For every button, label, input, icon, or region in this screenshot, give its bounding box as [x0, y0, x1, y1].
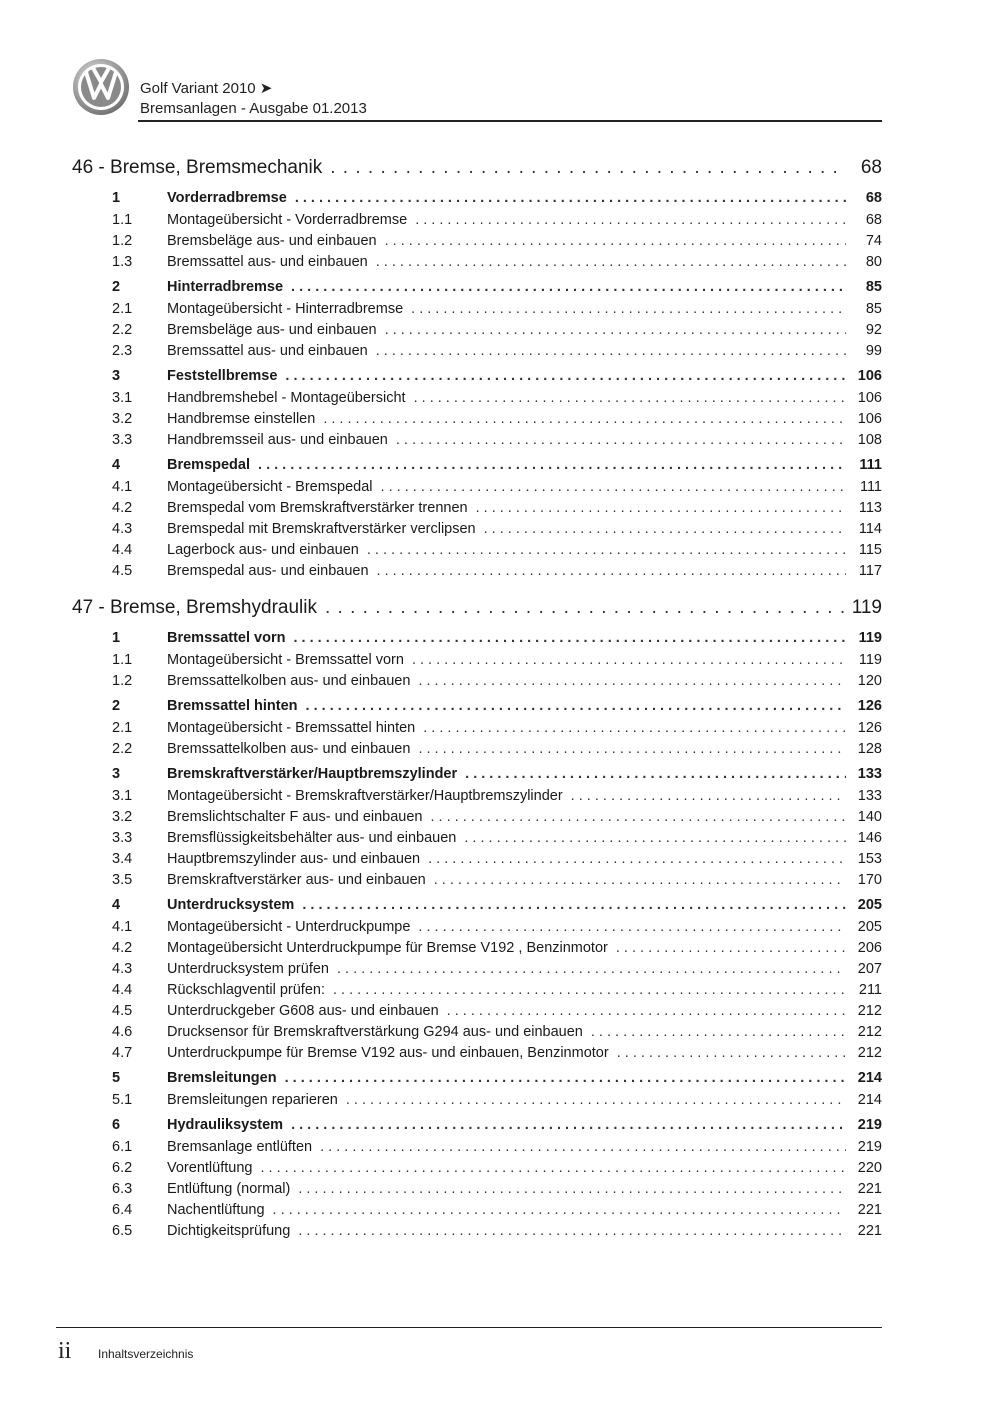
toc-entry-page: 68 — [865, 212, 882, 228]
dot-leader — [325, 592, 844, 624]
toc-entry-page: 113 — [858, 500, 882, 516]
toc-entry[interactable] — [72, 1043, 882, 1064]
toc-entry-title: Unterdruckgeber G608 aus- und einbauen — [167, 1003, 439, 1019]
toc-entry-title: Unterdrucksystem prüfen — [167, 961, 329, 977]
toc-entry-page: 220 — [857, 1160, 882, 1176]
toc-entry[interactable] — [72, 980, 882, 1001]
dot-leader — [396, 430, 846, 451]
toc-entry-page: 92 — [865, 322, 882, 338]
toc-entry-page: 205 — [857, 919, 882, 935]
toc-entry[interactable] — [72, 786, 882, 807]
dot-leader — [346, 1090, 846, 1111]
dot-leader — [260, 1158, 846, 1179]
toc-chapter-page: 68 — [860, 157, 882, 178]
toc-entry[interactable] — [72, 870, 882, 891]
dot-leader — [412, 650, 846, 671]
toc-section-title: Hydrauliksystem — [167, 1117, 284, 1133]
toc-entry-page: 99 — [865, 343, 882, 359]
toc-entry[interactable] — [72, 1001, 882, 1022]
toc-section-title: Bremssattel vorn — [167, 630, 286, 646]
toc-entry[interactable] — [72, 519, 882, 540]
toc-entry-number: 6.1 — [112, 1139, 133, 1155]
document-title: Golf Variant 2010 ➤ — [140, 80, 273, 97]
toc-section-page: 85 — [865, 279, 882, 295]
toc-entry-page: 133 — [857, 788, 882, 804]
toc-entry-number: 3.1 — [112, 390, 133, 406]
dot-leader — [333, 980, 846, 1001]
dot-leader — [306, 694, 846, 718]
dot-leader — [298, 1221, 846, 1242]
toc-section[interactable] — [72, 694, 882, 718]
toc-entry[interactable] — [72, 1090, 882, 1111]
toc-entry-title: Bremssattel aus- und einbauen — [167, 343, 368, 359]
toc-entry-title: Vorentlüftung — [167, 1160, 253, 1176]
dot-leader — [285, 364, 846, 388]
toc-entry-page: 206 — [857, 940, 882, 956]
document-subtitle: Bremsanlagen - Ausgabe 01.2013 — [140, 100, 367, 117]
toc-entry-title: Bremssattel aus- und einbauen — [167, 254, 368, 270]
toc-section-page: 68 — [865, 190, 882, 206]
toc-entry-number: 4.3 — [112, 521, 133, 537]
toc-entry-title: Unterdruckpumpe für Bremse V192 aus- und einbauen, Benzinmotor — [167, 1045, 609, 1061]
toc-entry[interactable] — [72, 299, 882, 320]
toc-section-number: 6 — [112, 1117, 121, 1133]
header-divider — [138, 120, 882, 122]
toc-section-page: 126 — [857, 698, 882, 714]
toc-entry[interactable] — [72, 650, 882, 671]
dot-leader — [285, 1066, 846, 1090]
toc-entry-title: Montageübersicht - Bremspedal — [167, 479, 373, 495]
toc-section-page: 133 — [857, 766, 882, 782]
toc-entry-page: 221 — [857, 1181, 882, 1197]
toc-entry-title: Bremsbeläge aus- und einbauen — [167, 233, 377, 249]
toc-section-number: 3 — [112, 766, 121, 782]
toc-entry[interactable] — [72, 430, 882, 451]
dot-leader — [423, 718, 846, 739]
dot-leader — [414, 388, 846, 409]
toc-entry-page: 221 — [857, 1223, 882, 1239]
toc-entry-page: 214 — [857, 1092, 882, 1108]
toc-entry[interactable] — [72, 409, 882, 430]
toc-entry-number: 4.4 — [112, 542, 133, 558]
toc-entry-page: 140 — [857, 809, 882, 825]
toc-entry[interactable] — [72, 341, 882, 362]
toc-entry-title: Bremsflüssigkeitsbehälter aus- und einbauen — [167, 830, 457, 846]
toc-entry[interactable] — [72, 828, 882, 849]
toc-entry-title: Bremskraftverstärker aus- und einbauen — [167, 872, 426, 888]
dot-leader — [377, 561, 846, 582]
toc-entry-title: Montageübersicht - Hinterradbremse — [167, 301, 404, 317]
toc-section-number: 1 — [112, 630, 121, 646]
toc-entry[interactable] — [72, 1022, 882, 1043]
toc-entry-number: 4.2 — [112, 940, 133, 956]
toc-entry-title: Nachentlüftung — [167, 1202, 265, 1218]
toc-entry-number: 4.4 — [112, 982, 133, 998]
toc-entry[interactable] — [72, 1200, 882, 1221]
toc-entry-page: 146 — [857, 830, 882, 846]
dot-leader — [616, 938, 846, 959]
dot-leader — [385, 231, 846, 252]
toc-entry-page: 126 — [857, 720, 882, 736]
toc-section[interactable] — [72, 1113, 882, 1137]
toc-entry-page: 211 — [858, 982, 882, 998]
toc-entry-title: Bremssattelkolben aus- und einbauen — [167, 741, 411, 757]
toc-entry-title: Handbremsseil aus- und einbauen — [167, 432, 388, 448]
toc-section-title: Feststellbremse — [167, 368, 278, 384]
dot-leader — [418, 671, 846, 692]
toc-entry-title: Montageübersicht - Bremssattel hinten — [167, 720, 416, 736]
toc-entry[interactable] — [72, 1221, 882, 1242]
toc-entry[interactable] — [72, 540, 882, 561]
toc-entry-page: 108 — [857, 432, 882, 448]
dot-leader — [320, 1137, 846, 1158]
toc-section[interactable] — [72, 453, 882, 477]
toc-entry-page: 221 — [857, 1202, 882, 1218]
toc-entry-number: 6.3 — [112, 1181, 133, 1197]
dot-leader — [476, 498, 846, 519]
toc-entry-page: 114 — [858, 521, 882, 537]
toc-section[interactable] — [72, 1066, 882, 1090]
dot-leader — [376, 341, 846, 362]
toc-entry-number: 4.1 — [112, 479, 133, 495]
dot-leader — [411, 299, 846, 320]
dot-leader — [323, 409, 846, 430]
toc-entry-number: 4.7 — [112, 1045, 133, 1061]
toc-entry-page: 170 — [857, 872, 882, 888]
toc-entry-number: 5.1 — [112, 1092, 133, 1108]
toc-entry-title: Bremslichtschalter F aus- und einbauen — [167, 809, 423, 825]
toc-section-title: Bremskraftverstärker/Hauptbremszylinder — [167, 766, 458, 782]
toc-entry-number: 3.1 — [112, 788, 133, 804]
toc-entry[interactable] — [72, 671, 882, 692]
toc-section-number: 1 — [112, 190, 121, 206]
toc-entry-title: Lagerbock aus- und einbauen — [167, 542, 359, 558]
dot-leader — [381, 477, 846, 498]
toc-entry-title: Handbremshebel - Montageübersicht — [167, 390, 406, 406]
dot-leader — [291, 1113, 846, 1137]
toc-entry-number: 6.5 — [112, 1223, 133, 1239]
dot-leader — [571, 786, 846, 807]
toc-entry[interactable] — [72, 388, 882, 409]
dot-leader — [434, 870, 846, 891]
toc-entry-page: 117 — [858, 563, 882, 579]
toc-entry-title: Bremsleitungen reparieren — [167, 1092, 338, 1108]
dot-leader — [295, 186, 846, 210]
toc-entry-title: Montageübersicht - Unterdruckpumpe — [167, 919, 411, 935]
toc-entry-title: Bremssattelkolben aus- und einbauen — [167, 673, 411, 689]
toc-entry-number: 3.5 — [112, 872, 133, 888]
toc-entry-title: Dichtigkeitsprüfung — [167, 1223, 291, 1239]
toc-section-page: 219 — [857, 1117, 882, 1133]
toc-entry-page: 212 — [857, 1024, 882, 1040]
vw-logo-icon — [72, 58, 130, 116]
dot-leader — [591, 1022, 846, 1043]
dot-leader — [385, 320, 846, 341]
toc-entry-title: Montageübersicht - Vorderradbremse — [167, 212, 408, 228]
toc-section-number: 2 — [112, 279, 121, 295]
toc-entry[interactable] — [72, 320, 882, 341]
toc-chapter[interactable] — [72, 152, 882, 184]
toc-entry[interactable] — [72, 1158, 882, 1179]
toc-entry[interactable] — [72, 807, 882, 828]
toc-entry-page: 106 — [857, 411, 882, 427]
toc-entry[interactable] — [72, 739, 882, 760]
toc-entry[interactable] — [72, 561, 882, 582]
toc-section-title: Bremssattel hinten — [167, 698, 298, 714]
toc-entry-number: 4.1 — [112, 919, 133, 935]
toc-entry-page: 74 — [865, 233, 882, 249]
toc-entry-title: Montageübersicht Unterdruckpumpe für Bremse V192 , Benzinmotor — [167, 940, 608, 956]
toc-entry-title: Bremsbeläge aus- und einbauen — [167, 322, 377, 338]
toc-entry[interactable] — [72, 210, 882, 231]
toc-entry-number: 3.2 — [112, 411, 133, 427]
dot-leader — [418, 739, 846, 760]
footer-label: Inhaltsverzeichnis — [98, 1347, 194, 1361]
dot-leader — [298, 1179, 846, 1200]
toc-entry-title: Montageübersicht - Bremskraftverstärker/Hauptbremszylinder — [167, 788, 563, 804]
toc-entry[interactable] — [72, 231, 882, 252]
dot-leader — [367, 540, 846, 561]
toc-chapter-title: 47 - Bremse, Bremshydraulik — [72, 597, 317, 618]
toc-section-title: Bremspedal — [167, 457, 251, 473]
toc-entry-number: 6.2 — [112, 1160, 133, 1176]
toc-entry-page: 153 — [857, 851, 882, 867]
toc-entry-number: 2.1 — [112, 301, 133, 317]
toc-chapter[interactable] — [72, 592, 882, 624]
toc-entry-number: 4.5 — [112, 563, 133, 579]
toc-section[interactable] — [72, 762, 882, 786]
toc-entry[interactable] — [72, 252, 882, 273]
toc-entry-number: 3.2 — [112, 809, 133, 825]
toc-entry[interactable] — [72, 1137, 882, 1158]
toc-entry-number: 3.4 — [112, 851, 133, 867]
dot-leader — [337, 959, 846, 980]
dot-leader — [291, 275, 846, 299]
toc-entry-title: Handbremse einstellen — [167, 411, 316, 427]
footer-divider — [56, 1327, 882, 1328]
toc-entry-title: Entlüftung (normal) — [167, 1181, 291, 1197]
dot-leader — [428, 849, 846, 870]
toc-entry-page: 106 — [857, 390, 882, 406]
toc-entry[interactable] — [72, 849, 882, 870]
toc-entry-title: Hauptbremszylinder aus- und einbauen — [167, 851, 421, 867]
toc-entry-number: 2.2 — [112, 322, 133, 338]
toc-entry-title: Bremspedal vom Bremskraftverstärker trennen — [167, 500, 468, 516]
dot-leader — [418, 917, 846, 938]
toc-entry-page: 212 — [857, 1003, 882, 1019]
toc-section-number: 3 — [112, 368, 121, 384]
toc-section-page: 214 — [857, 1070, 882, 1086]
table-of-contents — [72, 152, 882, 1242]
toc-entry-page: 111 — [859, 479, 882, 495]
toc-section-number: 2 — [112, 698, 121, 714]
toc-entry-number: 1.3 — [112, 254, 133, 270]
toc-entry-page: 120 — [857, 673, 882, 689]
toc-section-title: Hinterradbremse — [167, 279, 284, 295]
toc-section-page: 111 — [859, 457, 882, 473]
dot-leader — [431, 807, 847, 828]
dot-leader — [465, 762, 846, 786]
dot-leader — [330, 152, 846, 184]
toc-entry-number: 3.3 — [112, 432, 133, 448]
toc-entry[interactable] — [72, 917, 882, 938]
toc-entry[interactable] — [72, 959, 882, 980]
toc-entry-number: 6.4 — [112, 1202, 133, 1218]
toc-section[interactable] — [72, 186, 882, 210]
toc-entry-title: Bremspedal aus- und einbauen — [167, 563, 369, 579]
toc-entry-page: 80 — [865, 254, 882, 270]
toc-section-title: Unterdrucksystem — [167, 897, 295, 913]
toc-chapter-title: 46 - Bremse, Bremsmechanik — [72, 157, 323, 178]
dot-leader — [376, 252, 846, 273]
toc-entry-number: 1.1 — [112, 652, 133, 668]
toc-entry-page: 119 — [858, 652, 882, 668]
toc-entry-number: 2.1 — [112, 720, 133, 736]
footer-page-number: ii — [58, 1338, 72, 1364]
toc-entry-number: 4.5 — [112, 1003, 133, 1019]
dot-leader — [258, 453, 846, 477]
toc-entry-page: 207 — [857, 961, 882, 977]
dot-leader — [293, 626, 846, 650]
toc-entry[interactable] — [72, 718, 882, 739]
toc-entry-title: Montageübersicht - Bremssattel vorn — [167, 652, 404, 668]
toc-entry[interactable] — [72, 477, 882, 498]
dot-leader — [447, 1001, 846, 1022]
toc-entry-number: 4.3 — [112, 961, 133, 977]
dot-leader — [484, 519, 846, 540]
toc-entry[interactable] — [72, 1179, 882, 1200]
toc-entry[interactable] — [72, 498, 882, 519]
toc-section-title: Bremsleitungen — [167, 1070, 277, 1086]
toc-entry-title: Drucksensor für Bremskraftverstärkung G294 aus- und einbauen — [167, 1024, 583, 1040]
toc-entry-number: 3.3 — [112, 830, 133, 846]
dot-leader — [302, 893, 846, 917]
toc-entry-number: 1.2 — [112, 673, 133, 689]
toc-entry-page: 128 — [857, 741, 882, 757]
toc-entry-title: Bremspedal mit Bremskraftverstärker verclipsen — [167, 521, 476, 537]
toc-entry-page: 115 — [858, 542, 882, 558]
toc-entry-number: 1.1 — [112, 212, 133, 228]
toc-section-number: 5 — [112, 1070, 121, 1086]
toc-entry-number: 4.2 — [112, 500, 133, 516]
toc-entry[interactable] — [72, 938, 882, 959]
toc-chapter-page: 119 — [851, 597, 882, 618]
toc-section-number: 4 — [112, 457, 121, 473]
toc-entry-number: 2.3 — [112, 343, 133, 359]
toc-entry-title: Rückschlagventil prüfen: — [167, 982, 325, 998]
toc-section-page: 205 — [857, 897, 882, 913]
toc-entry-number: 1.2 — [112, 233, 133, 249]
toc-entry-page: 219 — [857, 1139, 882, 1155]
toc-section-page: 106 — [857, 368, 882, 384]
toc-section-number: 4 — [112, 897, 121, 913]
toc-section[interactable] — [72, 275, 882, 299]
toc-entry-page: 85 — [865, 301, 882, 317]
dot-leader — [415, 210, 846, 231]
toc-section-page: 119 — [858, 630, 882, 646]
toc-section-title: Vorderradbremse — [167, 190, 287, 206]
toc-section[interactable] — [72, 893, 882, 917]
toc-entry-title: Bremsanlage entlüften — [167, 1139, 313, 1155]
page-header — [72, 58, 882, 122]
toc-entry-number: 2.2 — [112, 741, 133, 757]
dot-leader — [464, 828, 846, 849]
toc-entry-page: 212 — [857, 1045, 882, 1061]
toc-section[interactable] — [72, 364, 882, 388]
dot-leader — [617, 1043, 846, 1064]
dot-leader — [273, 1200, 846, 1221]
toc-section[interactable] — [72, 626, 882, 650]
toc-entry-number: 4.6 — [112, 1024, 133, 1040]
